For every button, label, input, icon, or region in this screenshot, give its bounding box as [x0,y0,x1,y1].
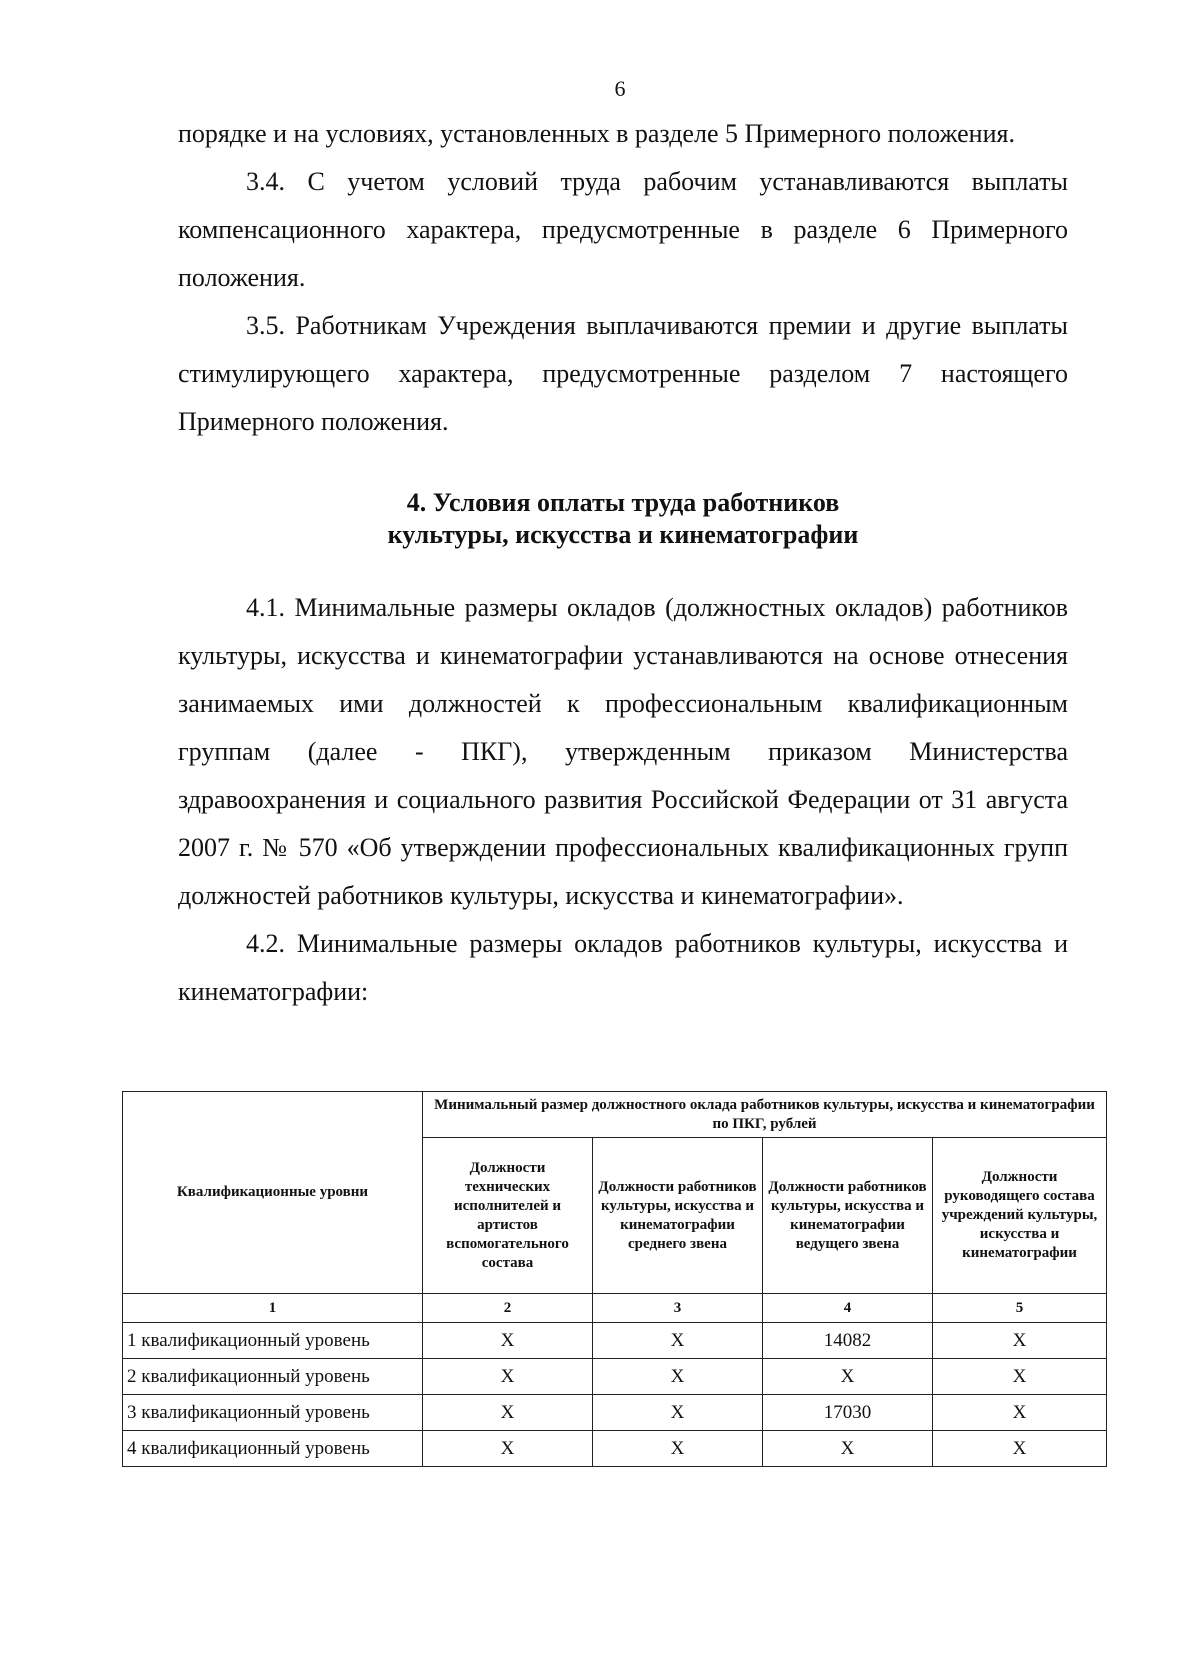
table-cell: Х [933,1323,1107,1359]
body-text-section4 [178,584,1068,1016]
col-number: 1 [123,1294,423,1323]
col-header-2: Должности технических исполнителей и артистов вспомогательного состава [423,1138,593,1294]
table-row [123,1359,1107,1395]
table-cell: 14082 [763,1323,933,1359]
level-label: 1 квалификационный уровень [123,1323,423,1359]
table-cell: Х [423,1431,593,1467]
col-header-4: Должности работников культуры, искусства и кинематографии ведущего звена [763,1138,933,1294]
table-cell: Х [763,1359,933,1395]
level-label: 3 квалификационный уровень [123,1395,423,1431]
col-number: 2 [423,1294,593,1323]
table-cell: Х [423,1359,593,1395]
table-cell: Х [763,1431,933,1467]
page-number: 6 [614,76,626,101]
table-cell: Х [593,1395,763,1431]
col-header-3: Должности работников культуры, искусства и кинематографии среднего звена [593,1138,763,1294]
paragraph-4-2: 4.2. Минимальные размеры окладов работников культуры, искусства и кинематографии: [178,929,1068,1006]
level-label: 4 квалификационный уровень [123,1431,423,1467]
level-label: 2 квалификационный уровень [123,1359,423,1395]
table-cell: Х [593,1431,763,1467]
paragraph-3-4: 3.4. С учетом условий труда рабочим устанавливаются выплаты компенсационного характера, предусмотренные в разделе 6 Примерного положения. [178,167,1068,292]
col-number: 3 [593,1294,763,1323]
paragraph-4-1: 4.1. Минимальные размеры окладов (должностных окладов) работников культуры, искусства и кинематографии устанавливаются на основе отнесения занимаемых ими должностей к профессиональным квалификационным группам (далее - ПКГ), утвержденным приказом Министерства здравоохранения и социального развития Российской Федерации от 31 августа 2007 г. № 570 «Об утверждении профессиональных квалификационных групп должностей работников культуры, искусства и кинематографии». [178,593,1068,910]
table-cell: Х [933,1359,1107,1395]
col-number: 5 [933,1294,1107,1323]
section-4-heading-line2: культуры, искусства и кинематографии [387,520,859,549]
column-number-row [123,1294,1107,1323]
table-cell: Х [423,1323,593,1359]
table-cell: Х [593,1359,763,1395]
table-row [123,1431,1107,1467]
table-cell: Х [423,1395,593,1431]
col-header-levels: Квалификационные уровни [123,1092,423,1294]
col-header-5: Должности руководящего состава учреждений культуры, искусства и кинематографии [933,1138,1107,1294]
section-4-heading [178,487,1068,551]
table-row [123,1323,1107,1359]
paragraph-continuation: порядке и на условиях, установленных в разделе 5 Примерного положения. [178,119,1015,148]
table-cell: 17030 [763,1395,933,1431]
salary-table [122,1091,1107,1467]
section-4-heading-line1: 4. Условия оплаты труда работников [406,488,840,517]
table-cell: Х [933,1431,1107,1467]
table-cell: Х [933,1395,1107,1431]
table-cell: Х [593,1323,763,1359]
body-text-top [178,110,1068,446]
group-header: Минимальный размер должностного оклада работников культуры, искусства и кинематографии по ПКГ, рублей [423,1092,1107,1138]
table-row [123,1395,1107,1431]
paragraph-3-5: 3.5. Работникам Учреждения выплачиваются премии и другие выплаты стимулирующего характера, предусмотренные разделом 7 настоящего Примерного положения. [178,311,1068,436]
col-number: 4 [763,1294,933,1323]
